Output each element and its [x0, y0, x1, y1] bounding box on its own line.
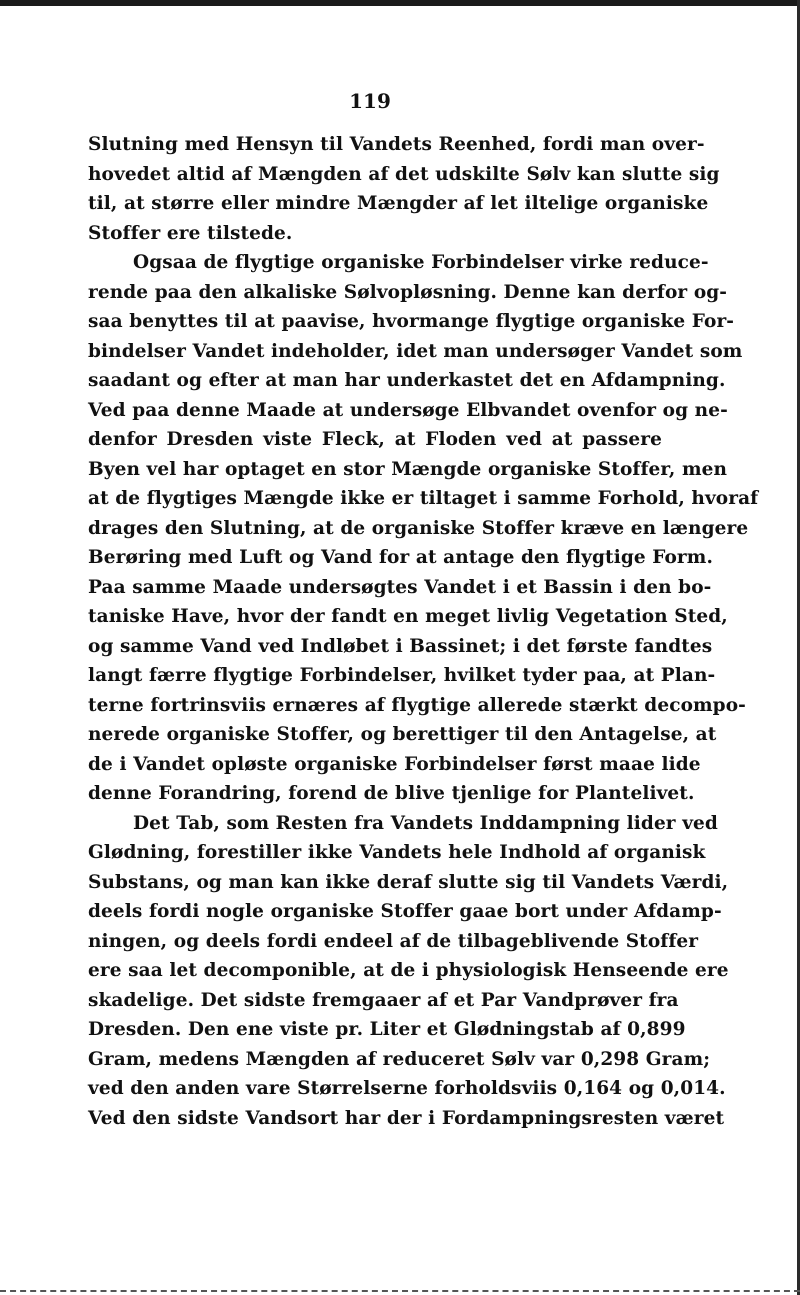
- text-line: terne fortrinsviis ernæres af flygtige allerede stærkt decompo-: [88, 694, 746, 716]
- text-line: skadelige. Det sidste fremgaaer af et Par Vandprøver fra: [88, 989, 679, 1011]
- text-line: og samme Vand ved Indløbet i Bassinet; i det første fandtes: [88, 635, 713, 657]
- text-line: denne Forandring, forend de blive tjenlige for Plantelivet.: [88, 783, 695, 804]
- text-line: bindelser Vandet indeholder, idet man undersøger Vandet som: [88, 340, 743, 362]
- scan-border-top: [0, 0, 800, 6]
- scan-border-bottom: [0, 1290, 800, 1295]
- text-line: Ved paa denne Maade at undersøge Elbvandet ovenfor og ne-: [88, 399, 728, 421]
- text-line: deels fordi nogle organiske Stoffer gaae bort under Afdamp-: [88, 901, 722, 922]
- text-line: saadant og efter at man har underkastet det en Afdampning.: [88, 370, 726, 391]
- text-line: ved den anden vare Størrelserne forholdsviis 0,164 og 0,014.: [88, 1078, 726, 1099]
- page-number: 119: [349, 89, 391, 113]
- text-line: Substans, og man kan ikke deraf slutte sig til Vandets Værdi,: [88, 871, 729, 893]
- text-line: Gram, medens Mængden af reduceret Sølv var 0,298 Gram;: [88, 1048, 711, 1070]
- text-line: ningen, og deels fordi endeel af de tilbageblivende Stoffer: [88, 930, 699, 952]
- text-line: hovedet altid af Mængden af det udskilte Sølv kan slutte sig: [88, 163, 720, 185]
- text-line: Stoffer ere tilstede.: [88, 222, 293, 244]
- text-line: Berøring med Luft og Vand for at antage den flygtige Form.: [88, 547, 713, 568]
- text-line: drages den Slutning, at de organiske Stoffer kræve en længere: [88, 517, 749, 539]
- text-line: Slutning med Hensyn til Vandets Reenhed, fordi man over-: [88, 134, 705, 155]
- text-line: Ved den sidste Vandsort har der i Fordampningsresten været: [88, 1107, 725, 1129]
- text-line: at de flygtiges Mængde ikke er tiltaget i samme Forhold, hvoraf: [88, 488, 759, 509]
- text-line: langt færre flygtige Forbindelser, hvilket tyder paa, at Plan-: [88, 665, 716, 686]
- text-line: Byen vel har optaget en stor Mængde organiske Stoffer, men: [88, 458, 728, 480]
- text-line: Dresden. Den ene viste pr. Liter et Glødningstab af 0,899: [88, 1019, 686, 1040]
- text-line: Glødning, forestiller ikke Vandets hele Indhold af organisk: [88, 842, 706, 863]
- text-line: rende paa den alkaliske Sølvopløsning. Denne kan derfor og-: [88, 281, 728, 303]
- text-line: de i Vandet opløste organiske Forbindelser først maae lide: [88, 753, 701, 775]
- text-line: taniske Have, hvor der fandt en meget livlig Vegetation Sted,: [88, 606, 728, 627]
- text-line: Ogsaa de flygtige organiske Forbindelser virke reduce-: [133, 252, 709, 273]
- text-line: saa benyttes til at paavise, hvormange flygtige organiske For-: [88, 311, 735, 332]
- text-line: denfor Dresden viste Fleck, at Floden ved at passere: [88, 429, 662, 450]
- text-line: Paa samme Maade undersøgtes Vandet i et Bassin i den bo-: [88, 576, 712, 598]
- text-line: nerede organiske Stoffer, og berettiger til den Antagelse, at: [88, 724, 717, 745]
- text-line: Det Tab, som Resten fra Vandets Inddampning lider ved: [133, 812, 718, 834]
- body-text: [88, 130, 759, 1133]
- text-line: ere saa let decomponible, at de i physiologisk Henseende ere: [88, 960, 729, 981]
- text-line: til, at større eller mindre Mængder af let iltelige organiske: [88, 193, 709, 214]
